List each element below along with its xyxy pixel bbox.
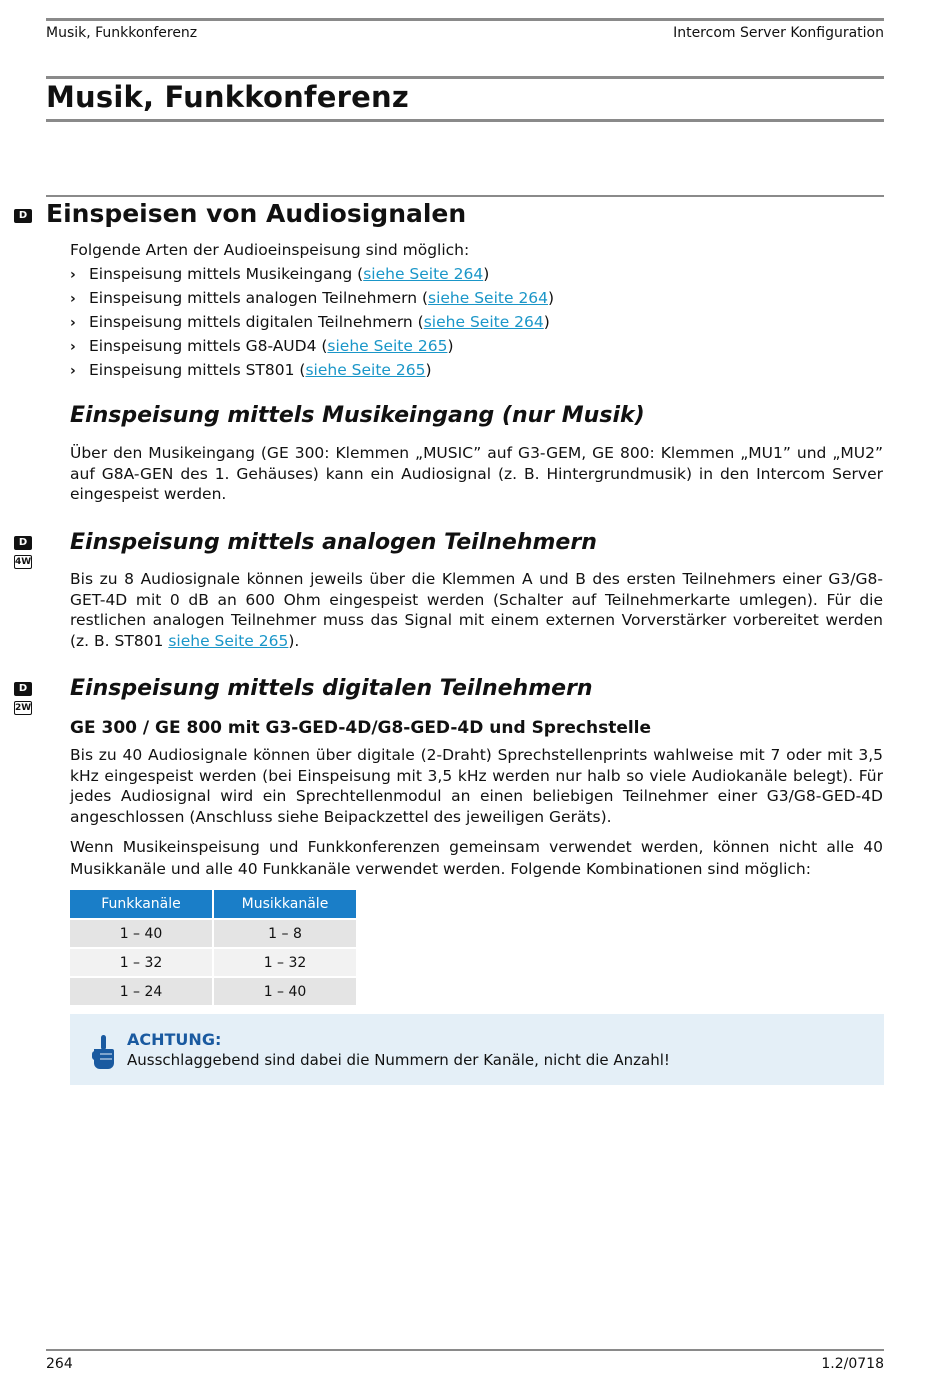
section-title: Einspeisen von Audiosignalen bbox=[46, 199, 467, 228]
device-badge-d: D bbox=[14, 209, 32, 223]
header-rule bbox=[46, 18, 884, 21]
table-header-row bbox=[70, 890, 357, 919]
chevron-right-icon: › bbox=[70, 363, 76, 379]
paragraph-analog: Bis zu 8 Audiosignale können jeweils über die Klemmen A und B des ersten Teilnehmers einer G3/G8-GET-4D mit 0 dB an 600 Ohm eingespeist werden (Schalter auf Teilnehmerkarte umlegen). Für die restlichen analogen Teilnehmer muss das Signal mit einem externen Vorverstärker vorbereitet werden (z. B. ST801 siehe Seite 265). bbox=[70, 570, 883, 650]
paragraph-digital-1: Bis zu 40 Audiosignale können über digitale (2-Draht) Sprechstellenprints wahlweise mit 7 oder mit 3,5 kHz eingespeist werden (bei Einspeisung mit 3,5 kHz werden nur halb so viele Audiokanäle belegt). Für jedes Audiosignal wird ein Sprechtellenmodul an einen beliebigen Teilnehmer einer G3/G8-GED-4D angeschlossen (Anschluss siehe Beipackzettel des jeweiligen Geräts). bbox=[70, 746, 883, 826]
wire-badge-2w: 2W bbox=[15, 703, 32, 713]
chevron-right-icon: › bbox=[70, 291, 76, 307]
paragraph-digital-2: Wenn Musikeinspeisung und Funkkonferenzen gemeinsam verwendet werden, können nicht alle 40 Musikkanäle und alle 40 Funkkanäle verwendet werden. Folgende Kombinationen sind möglich: bbox=[70, 838, 883, 878]
page-link[interactable]: siehe Seite 265 bbox=[327, 337, 448, 355]
table-header-cell: Musikkanäle bbox=[213, 890, 357, 919]
section-rule bbox=[46, 195, 884, 197]
page-link[interactable]: siehe Seite 264 bbox=[428, 289, 549, 307]
title-rule-top bbox=[46, 76, 884, 79]
table-cell: 1 – 24 bbox=[70, 977, 213, 1005]
pointing-hand-icon bbox=[90, 1034, 116, 1070]
list-item: › Einspeisung mittels analogen Teilnehmern (siehe Seite 264) bbox=[70, 286, 554, 310]
subsection-title-musikeingang: Einspeisung mittels Musikeingang (nur Musik) bbox=[70, 403, 645, 428]
page-link[interactable]: siehe Seite 264 bbox=[423, 313, 544, 331]
table-cell: 1 – 40 bbox=[213, 977, 357, 1005]
header-manual-title: Intercom Server Konfiguration bbox=[673, 25, 884, 41]
list-item: › Einspeisung mittels G8-AUD4 (siehe Seite 265) bbox=[70, 334, 554, 358]
header-chapter: Musik, Funkkonferenz bbox=[46, 25, 198, 41]
table-row bbox=[70, 919, 357, 948]
footer-rule bbox=[46, 1349, 884, 1351]
section-intro: Folgende Arten der Audioeinspeisung sind möglich: bbox=[70, 241, 470, 259]
feed-options-list bbox=[70, 262, 554, 382]
title-rule-bottom bbox=[46, 119, 884, 122]
page-link[interactable]: siehe Seite 264 bbox=[363, 265, 484, 283]
page-link[interactable]: siehe Seite 265 bbox=[305, 361, 426, 379]
table-cell: 1 – 32 bbox=[70, 948, 213, 977]
table-cell: 1 – 8 bbox=[213, 919, 357, 948]
list-item: › Einspeisung mittels Musikeingang (siehe Seite 264) bbox=[70, 262, 554, 286]
note-title: ACHTUNG: bbox=[127, 1030, 222, 1049]
wire-badge-4w: 4W bbox=[15, 557, 32, 567]
device-badge-d: D bbox=[14, 536, 32, 550]
subsection-title-analog: Einspeisung mittels analogen Teilnehmern bbox=[70, 530, 597, 555]
device-badge-d: D bbox=[14, 682, 32, 696]
chevron-right-icon: › bbox=[70, 339, 76, 355]
channel-combination-table bbox=[70, 890, 358, 1005]
table-row bbox=[70, 948, 357, 977]
list-item: › Einspeisung mittels ST801 (siehe Seite 265) bbox=[70, 358, 554, 382]
page-number: 264 bbox=[46, 1356, 73, 1372]
warning-note bbox=[70, 1014, 884, 1085]
table-row bbox=[70, 977, 357, 1005]
chapter-title: Musik, Funkkonferenz bbox=[46, 80, 409, 114]
subsection-title-digital: Einspeisung mittels digitalen Teilnehmern bbox=[70, 676, 593, 701]
note-text: Ausschlaggebend sind dabei die Nummern der Kanäle, nicht die Anzahl! bbox=[127, 1051, 670, 1069]
document-version: 1.2/0718 bbox=[821, 1356, 884, 1372]
page-link[interactable]: siehe Seite 265 bbox=[168, 631, 289, 650]
subsubsection-title: GE 300 / GE 800 mit G3-GED-4D/G8-GED-4D und Sprechstelle bbox=[70, 718, 652, 738]
paragraph-musikeingang: Über den Musikeingang (GE 300: Klemmen „MUSIC” auf G3-GEM, GE 800: Klemmen „MU1” und „MU2” auf G8A-GEN des 1. Gehäuses) kann ein Audiosignal (z. B. Hintergrundmusik) in den Intercom Server eingespeist werden. bbox=[70, 444, 883, 503]
table-cell: 1 – 32 bbox=[213, 948, 357, 977]
list-item: › Einspeisung mittels digitalen Teilnehmern (siehe Seite 264) bbox=[70, 310, 554, 334]
table-cell: 1 – 40 bbox=[70, 919, 213, 948]
table-header-cell: Funkkanäle bbox=[70, 890, 213, 919]
chevron-right-icon: › bbox=[70, 267, 76, 283]
chevron-right-icon: › bbox=[70, 315, 76, 331]
